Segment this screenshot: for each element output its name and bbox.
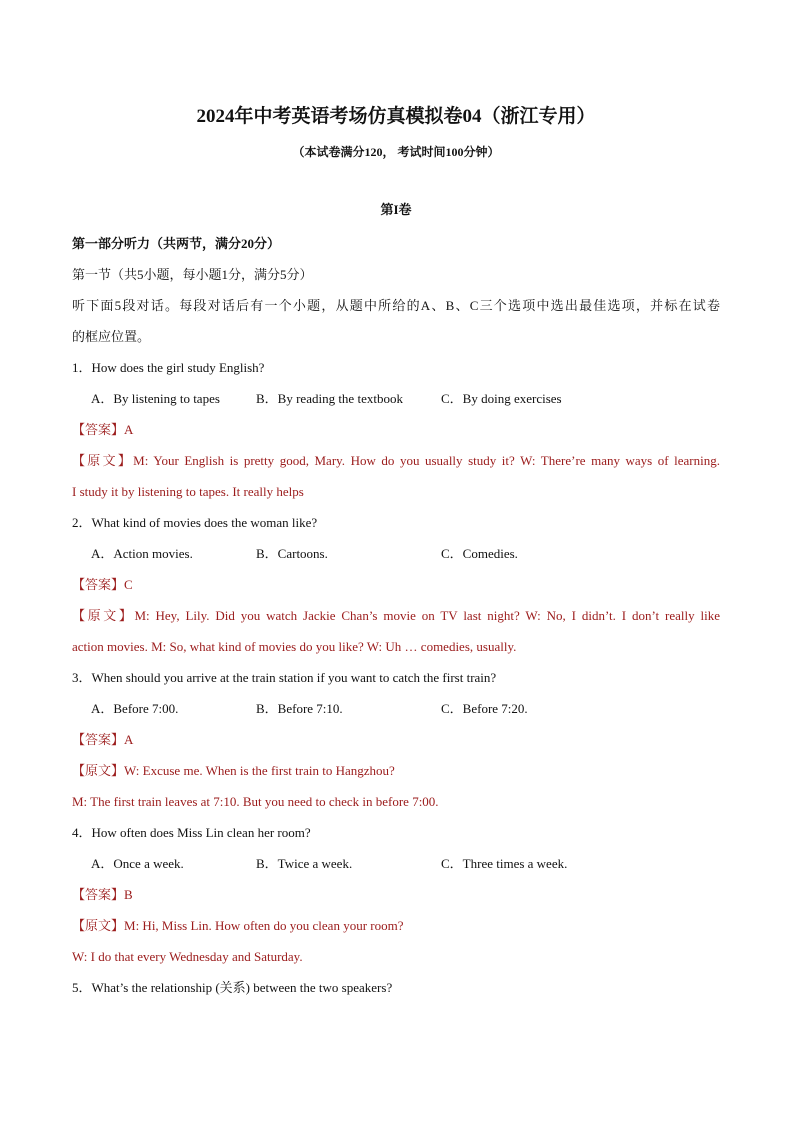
answer-value: B	[124, 887, 133, 902]
original-text: M: Hi, Miss Lin. How often do you clean your room?	[124, 918, 404, 933]
original-line-2: M: The first train leaves at 7:10. But you need to check in before 7:00.	[72, 794, 439, 809]
question-options	[72, 848, 720, 879]
answer-label: 【答案】	[72, 887, 125, 902]
question-options	[72, 693, 720, 724]
original-line-1	[72, 755, 720, 786]
original-text: M: Your English is pretty good, Mary. How do you usually study it? W: There’re many ways of learning.	[133, 453, 720, 468]
original-line-1	[72, 445, 720, 476]
option-b: B．Cartoons.	[256, 546, 328, 561]
question-4	[72, 817, 720, 972]
answer-line	[72, 724, 720, 755]
part-title: 第一部分听力（共两节，满分20分）	[72, 236, 281, 251]
answer-value: A	[124, 732, 134, 747]
question-stem: 4．How often does Miss Lin clean her room?	[72, 825, 311, 840]
instruction-line-2: 的框应位置。	[72, 329, 151, 344]
option-c: C．Three times a week.	[441, 856, 568, 871]
option-a: A．By listening to tapes	[91, 391, 220, 406]
subsection-title: 第一节（共5小题，每小题1分，满分5分）	[72, 267, 313, 282]
question-options	[72, 383, 720, 414]
answer-label: 【答案】	[72, 577, 125, 592]
option-a: A．Before 7:00.	[91, 701, 179, 716]
original-text: W: Excuse me. When is the first train to Hangzhou?	[124, 763, 395, 778]
original-line-1	[72, 600, 720, 631]
original-line-2: W: I do that every Wednesday and Saturday.	[72, 949, 303, 964]
question-1	[72, 352, 720, 507]
option-c: C．By doing exercises	[441, 391, 562, 406]
answer-label: 【答案】	[72, 732, 125, 747]
question-stem: 5．What’s the relationship (关系) between the two speakers?	[72, 980, 393, 995]
original-text: M: Hey, Lily. Did you watch Jackie Chan’s movie on TV last night? W: No, I didn’t. I don’t really like	[134, 608, 720, 623]
question-3	[72, 662, 720, 817]
original-label: 【原文】	[72, 763, 125, 778]
question-2	[72, 507, 720, 662]
page-subtitle: （本试卷满分120， 考试时间100分钟）	[292, 145, 500, 159]
section-title: 第I卷	[380, 202, 412, 217]
answer-line	[72, 879, 720, 910]
answer-value: A	[124, 422, 134, 437]
original-label: 【原文】	[72, 453, 134, 468]
original-label: 【原文】	[72, 608, 135, 623]
option-a: A．Once a week.	[91, 856, 184, 871]
answer-value: C	[124, 577, 133, 592]
question-options	[72, 538, 720, 569]
answer-line	[72, 569, 720, 600]
option-b: B．Twice a week.	[256, 856, 353, 871]
answer-line	[72, 414, 720, 445]
question-stem: 3．When should you arrive at the train station if you want to catch the first train?	[72, 670, 497, 685]
answer-label: 【答案】	[72, 422, 125, 437]
option-a: A．Action movies.	[91, 546, 193, 561]
original-label: 【原文】	[72, 918, 125, 933]
question-5	[72, 972, 720, 1003]
option-b: B．Before 7:10.	[256, 701, 343, 716]
original-line-2: action movies. M: So, what kind of movies do you like? W: Uh … comedies, usually.	[72, 639, 517, 654]
question-stem: 1．How does the girl study English?	[72, 360, 265, 375]
page-title: 2024年中考英语考场仿真模拟卷04（浙江专用）	[196, 106, 596, 127]
option-c: C．Comedies.	[441, 546, 518, 561]
original-line-2: I study it by listening to tapes. It really helps	[72, 484, 304, 499]
option-c: C．Before 7:20.	[441, 701, 528, 716]
question-stem: 2．What kind of movies does the woman like?	[72, 515, 318, 530]
option-b: B．By reading the textbook	[256, 391, 403, 406]
instruction-line-1: 听下面5段对话。每段对话后有一个小题，从题中所给的A、B、C三个选项中选出最佳选项，并标在试卷	[72, 298, 720, 313]
original-line-1	[72, 910, 720, 941]
